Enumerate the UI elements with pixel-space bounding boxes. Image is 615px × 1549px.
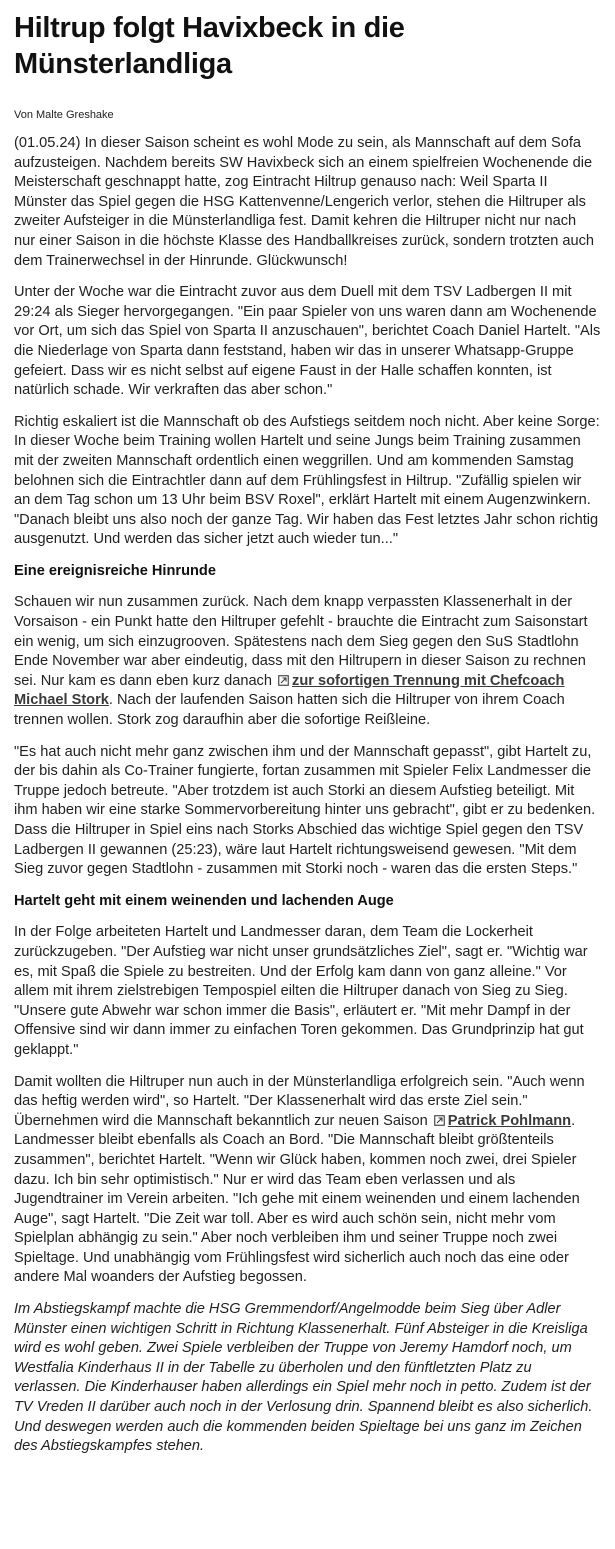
paragraph-8-abstiegskampf: Im Abstiegskampf machte die HSG Gremmendorf/Angelmodde beim Sieg über Adler Münster einen wichtigen Schritt in Richtung Klassenerhalt. Fünf Absteiger in die Kreisliga wird es wohl geben. Zwei Spiele verbleiben der Truppe von Jeremy Hamdorf noch, um Westfalia Kinderhaus II in der Tabelle zu überholen und den fünftletzten Platz zu verlassen. Die Kinderhauser haben allerdings ein Spiel mehr noch in petto. Zudem ist der TV Vreden II darüber auch noch in der Verlosung drin. Spannend bleibt es also sicherlich. Und deswegen werden auch die kommenden beiden Spieltage bei uns ganz im Zeichen des Abstiegskampfes stehen. (14, 1301, 593, 1455)
subheading-hartelt: Hartelt geht mit einem weinenden und lachenden Auge (14, 892, 394, 909)
patrick-pohlmann-link[interactable]: Patrick Pohlmann (447, 1112, 572, 1129)
paragraph-7 (14, 1073, 601, 1289)
paragraph-4-text-before: Schauen wir nun zusammen zurück. Nach dem knapp verpassten Klassenerhalt in der Vorsaison - ein Punkt hatte den Hiltruper gefehlt - brauchte die Eintracht zum Saisonstart ein wenig, um sich einzugrooven. Spätestens nach dem Sieg gegen den SuS Stadtlohn Ende November war aber eindeutig, dass mit den Hiltrupern in dieser Saison zu rechnen sei. Nur kam es dann eben kurz danach (14, 594, 588, 689)
paragraph-6: In der Folge arbeiteten Hartelt und Landmesser daran, dem Team die Lockerheit zurückzugeben. "Der Aufstieg war nicht unser grundsätzliches Ziel", sagt er. "Wichtig war es, mit Spaß die Spiele zu bestreiten. Und der Erfolg kam dann von ganz alleine." Vor allem mit ihrem zielstrebigen Tempospiel eilten die Hiltruper danach von Sieg zu Sieg. "Unsere gute Abwehr war schon immer die Basis", erläutert er. "Mit mehr Dampf in der Offensive sind wir dann immer zu einfachen Toren gekommen. Das Grundprinzip hat gut geklappt." (14, 924, 588, 1058)
external-link-icon (434, 1115, 445, 1126)
paragraph-1: (01.05.24) In dieser Saison scheint es wohl Mode zu sein, als Mannschaft auf dem Sofa aufzusteigen. Nachdem bereits SW Havixbeck sich an einem spielfreien Wochenende die Meisterschaft geschnappt hatte, zog Eintracht Hiltrup genauso nach: Weil Sparta II Münster das Spiel gegen die HSG Kattenvenne/Lengerich verlor, stehen die Hiltruper als zweiter Aufsteiger in die Münsterlandliga fest. Damit kehren die Hiltruper nicht nur nach nur einer Saison in die höchste Klasse des Handballkreises zurück, sondern trotzten auch dem Trainerwechsel in der Hinrunde. Glückwunsch! (14, 135, 595, 269)
stork-separation-link[interactable]: zur sofortigen Trennung mit Chefcoach Michael Stork (14, 672, 565, 709)
paragraph-7-text-after: . Landmesser bleibt ebenfalls als Coach an Bord. "Die Mannschaft bleibt größtenteils zusammen", berichtet Hartelt. "Wenn wir Glück haben, kommen noch zwei, drei Spieler dazu. Ich bin sehr optimistisch." Nur er wird das Team eben verlassen und als Jugendtrainer im Verein arbeiten. "Ich gehe mit einem weinenden und einem lachenden Auge", sagt Hartelt. "Die Zeit war toll. Aber es wird auch schön sein, nicht mehr vom Spielplan abhängig zu sein." Aber noch verbleiben ihm und seiner Truppe noch zwei Spieltage. Und unabhängig vom Frühlingsfest wird sicherlich auch noch das eine oder andere Mal woanders der Aufstieg begossen. (14, 1112, 580, 1286)
article-title: Hiltrup folgt Havixbeck in die Münsterlandliga (14, 12, 405, 80)
subheading-hinrunde: Eine ereignisreiche Hinrunde (14, 562, 216, 579)
paragraph-3: Richtig eskaliert ist die Mannschaft ob des Aufstiegs seitdem noch nicht. Aber keine Sorge: In dieser Woche beim Training wollen Hartelt und seine Jungs beim Training zusammen mit der zweiten Mannschaft ordentlich einen weggrillen. Und am kommenden Samstag belohnen sich die Eintrachtler dann auf dem Frühlingsfest in Hiltrup. "Zufällig spielen wir an dem Tag schon um 13 Uhr beim BSV Roxel", erklärt Hartelt mit einem Augenzwinkern. "Danach bleibt uns also noch der ganze Tag. Wir haben das Fest letztes Jahr schon richtig ausgenutzt. Und werden das sicher jetzt auch wieder tun..." (14, 413, 600, 548)
paragraph-7-text-before: Damit wollten die Hiltruper nun auch in der Münsterlandliga erfolgreich sein. "Auch wenn das heftig werden wird", so Hartelt. "Der Klassenerhalt wird das erste Ziel sein." Übernehmen wird die Mannschaft bekanntlich zur neuen Saison (14, 1073, 585, 1129)
paragraph-4-text-after: . Nach der laufenden Saison hatten sich die Hiltruper von ihrem Coach trennen wollen. Stork zog daraufhin aber die sofortige Reißleine. (14, 692, 565, 729)
external-link-icon (278, 675, 289, 686)
paragraph-5: "Es hat auch nicht mehr ganz zwischen ihm und der Mannschaft gepasst", gibt Hartelt zu, der bis dahin als Co-Trainer fungierte, fortan zusammen mit Spieler Felix Landmesser die Truppe jedoch betreute. "Aber trotzdem ist auch Storki an diesem Aufstieg beteiligt. Mit ihm haben wir eine starke Sommervorbereitung hinter uns gebracht", gibt er zu bedenken. Dass die Hiltruper in Spiel eins nach Storks Abschied das wichtige Spiel gegen den TSV Ladbergen II gewannen (25:23), wäre laut Hartelt richtungsweisend gewesen. "Mit dem Sieg zuvor gegen Stadtlohn - zusammen mit Storki noch - waren das die ersten Steps." (14, 743, 596, 878)
article-byline: Von Malte Greshake (14, 109, 114, 121)
paragraph-2: Unter der Woche war die Eintracht zuvor aus dem Duell mit dem TSV Ladbergen II mit 29:24 als Sieger hervorgegangen. "Ein paar Spieler von uns waren dann am Wochenende vor Ort, um sich das Spiel von Sparta II anzuschauen", berichtet Coach Daniel Hartelt. "Als die Niederlage von Sparta dann feststand, haben wir das in unserer Whatsapp-Gruppe gefeiert. Dass wir es nicht selbst auf eigene Faust in der Halle schaffen konnten, ist natürlich schade. Wir verkraften das aber schon." (14, 284, 601, 399)
paragraph-4 (14, 593, 601, 730)
